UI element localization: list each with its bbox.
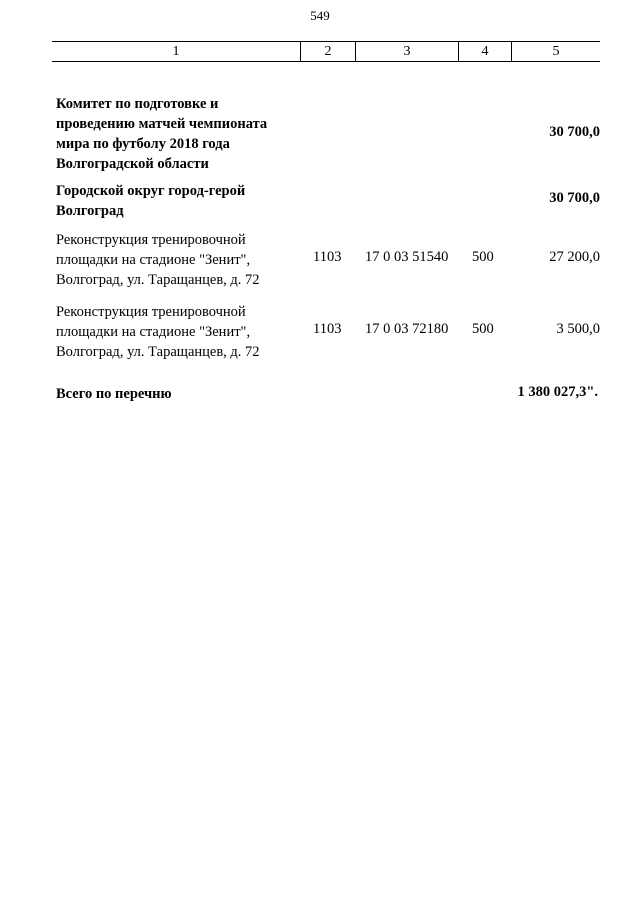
table-row [56, 302, 600, 362]
table-header [52, 41, 600, 62]
column-header-5: 5 [511, 42, 600, 61]
column-header-4: 4 [458, 42, 511, 61]
row-amount: 30 700,0 [549, 124, 600, 140]
row-target-code: 17 0 03 72180 [365, 321, 449, 337]
table-row [56, 230, 600, 290]
table-row-district [56, 181, 600, 221]
page-number: 549 [310, 8, 330, 23]
total-amount: 1 380 027,3". [517, 384, 598, 400]
column-header-2: 2 [300, 42, 355, 61]
row-type-code: 500 [472, 321, 494, 337]
table-row-committee [56, 94, 600, 174]
row-name: Реконструкция тренировочной площадки на стадионе "Зенит", Волгоград, ул. Таращанцев, д. 72 [56, 304, 260, 360]
row-amount: 27 200,0 [549, 249, 600, 265]
row-amount: 3 500,0 [556, 321, 600, 337]
total-label: Всего по перечню [56, 386, 172, 402]
row-type-code: 500 [472, 249, 494, 265]
column-header-3: 3 [355, 42, 458, 61]
total-row [56, 384, 600, 404]
row-section-code: 1103 [313, 321, 342, 337]
row-target-code: 17 0 03 51540 [365, 249, 449, 265]
row-name: Реконструкция тренировочной площадки на стадионе "Зенит", Волгоград, ул. Таращанцев, д. 72 [56, 232, 260, 288]
column-header-1: 1 [172, 44, 180, 59]
row-section-code: 1103 [313, 249, 342, 265]
row-name: Комитет по подготовке и проведению матчей чемпионата мира по футболу 2018 года Волгоградской области [56, 96, 268, 172]
row-amount: 30 700,0 [549, 190, 600, 206]
row-name: Городской округ город-герой Волгоград [56, 183, 246, 219]
